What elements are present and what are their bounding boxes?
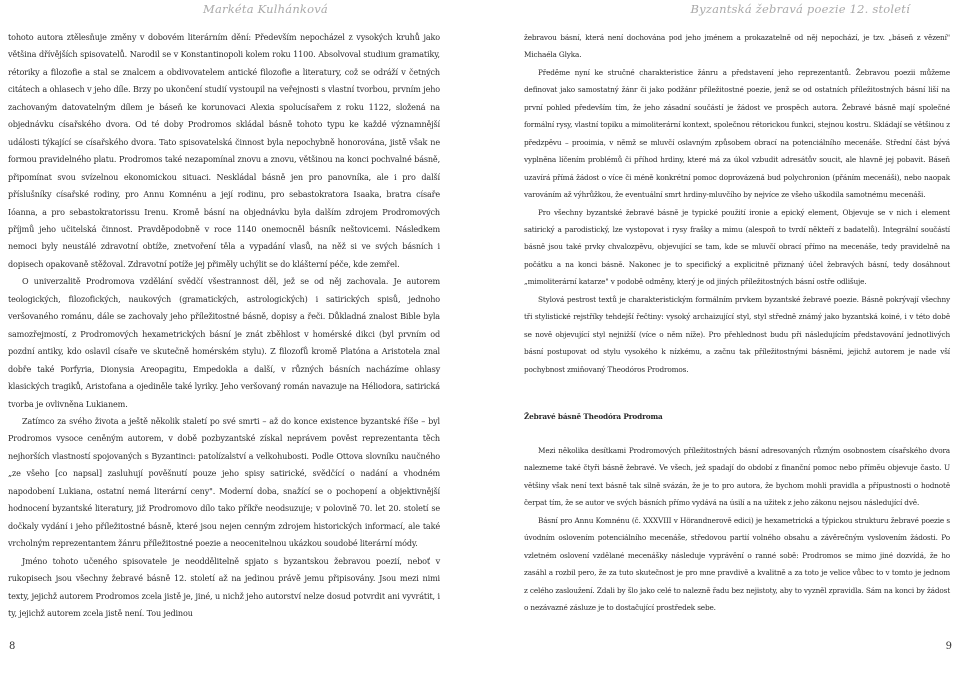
paragraph: O univerzalitě Prodromova vzdělání svědčí všestrannost děl, jež se od něj zachovala. Je autorem teologických, filozofických, naukových (gramatických, astrologických) i satirických spisů, jednoho veršovaného románu, dále se zachovaly jeho příležitostné básně, dopisy a řeči. Důkladná znalost Bible byla samozřejmostí, z Prodromových hexametrických básní je znát zběhlost v homérské dikci (byl prvním od pozdní antiky, kdo oslavil císaře ve skutečně homérském stylu). Z filozofů kromě Platóna a Aristotela znal dobře také Porfyria, Dionysia Areopagitu, Empedokla a další, v různých básních nacházíme ohlasy klasických tragiků, Aristofana a ojediněle také lyriky. Jeho veršovaný román navazuje na Héliodora, satirická tvorba je ovlivněna Lukianem. bbox=[8, 276, 440, 409]
paragraph: Básní pro Annu Komnénu (č. XXXVIII v Hörandnerově edici) je hexametrická a týpickou strukturu žebravé poezie s úvodním oslovením potenciálního mecenáše, středovou partií volného obsahu a závěrečným vyslovením žádosti. Po vzletném oslovení vzdělané mecenášky následuje vyprávění o ranné sobě: Prodromos se mimo jiné dozvídá, že ho zasáhl a rozbil pero, že za tuto skutečnost je pro mne pravdivě a kvalitně a za toto je velice vůbec to v tomto je jednom z celého zasloužení. Zdali by šlo jako celé to nalezně řadu bez nejistoty, aby to vyzněl zpravidla. Sám na konci by žádost o nezávazné zásluze je to dostačující prostředek sebe. bbox=[524, 515, 950, 613]
page-number: 9 bbox=[945, 641, 952, 652]
paragraph: žebravou básní, která není dochována pod jeho jménem a prokazatelně od něj nepochází, je tzv. „báseň z vězení" Michaéla Glyka. bbox=[524, 33, 950, 60]
page-number: 8 bbox=[9, 641, 16, 652]
right-page-text bbox=[524, 29, 950, 616]
paragraph: Jméno tohoto učeného spisovatele je neoddělitelně spjato s byzantskou žebravou poezií, neboť v rukopisech jsou všechny žebravé básně 12. století až na jedinou právě jemu připisovány. Jsou mezi nimi texty, jejichž autorem Prodromos zcela jistě je, jiné, u nichž jeho autorství nelze dosud potvrdit ani vyvrátit, i ty, jejichž autorem zcela jistě není. Tou jedinou bbox=[8, 555, 440, 618]
right-page bbox=[480, 0, 960, 680]
running-header-title: Byzantská žebravá poezie 12. století bbox=[690, 2, 910, 16]
paragraph: Pro všechny byzantské žebravé básně je typické použití ironie a epický element, Objevuje se v nich i element satirický a parodistický, lze vystopovat i rysy frašky a mimu (alespoň to tvrdí někteří z badatelů). Integrální součástí básně jsou také prvky chvalozpěvu, objevující se tam, kde se mluvčí obrací přímo na mecenáše, tedy pravidelně na počátku a na konci básně. Nakonec je to specifický a explicitně přiznaný účel žebravých básní, tedy dosáhnout „mimoliterární katarze" v podobě odměny, který je od jiných příležitostných básní ostře odlišuje. bbox=[524, 207, 950, 287]
left-page-text bbox=[8, 29, 440, 622]
paragraph: Zatímco za svého života a ještě několik staletí po své smrti – až do konce existence byzantské říše – byl Prodromos vysoce ceněným autorem, v době pozbyzantské získal neprávem pověst reprezentanta těch nejhorších vlastností spojovaných s Byzantinci: patolízalství a velkohubosti. Podle Ottova slovníku naučného „ze všeho [co napsal] zasluhují pověšnutí pouze jeho spisy satirické, svědčící o nadání a vhodném napodobení Lukiana, ostatní nemá literární ceny". Moderní doba, snažící se o pochopení a objektivnější hodnocení byzantské literatury, již Prodromovo dílo tako příkře neodsuzuje; v polovině 70. let 20. století se dočkaly vydání i jeho příležitostné básně, které jsou nejen cenným zdrojem historických informací, ale také vrcholným reprezentantem žánru příležitostné poezie a neocenitelnou ukázkou soudobé literární módy. bbox=[8, 415, 440, 549]
paragraph: Předěme nyní ke stručné charakteristice žánru a představení jeho reprezentantů. Žebravou poezii můžeme definovat jako samostatný žánr či jako podžánr příležitostné poezie, jenž se od ostatních příležitostných básní liší na první pohled především tím, že jeho zásadní součástí je žádost ve prospěch autora. Žebravé básně mají společné formální rysy, vlastní topiku a mimoliterární kontext, společnou rétorickou funkci, stejnou kostru. Skládají se většinou z předzpěvu – prooimia, v němž se mluvčí oslavným způsobem obrací na potenciálního mecenáše. Střední část bývá vyplněna líčením problémů či příhod hrdiny, které má za úkol vzbudit adresátův soucit, ale hlavně jej pobavit. Báseň uzavírá přímá žádost o více či méně konkrétní pomoc doprovázená bud polychronion (přáním mecenáši), nebo naopak varováním až výhrůžkou, že eventuální smrt hrdiny-mluvčího by nejvíce ze všeho uškodila samotnému mecenáši. bbox=[524, 67, 950, 200]
running-header-author: Markéta Kulhánková bbox=[203, 2, 328, 16]
paragraph: Stylová pestrost textů je charakteristickým formálním prvkem byzantské žebravé poezie. Básně pokrývají všechny tři stylistické rejstříky tehdejší řečtiny: vysoký archaizující styl, styl středně známý jako byzantská koiné, i v této době se nově objevující styl nejnižší (více o něm níže). Pro přehlednost budu při následujícím představování jednotlivých básní postupovat od stylu vysokého k nízkému, a začnu tak příležitostnými básněmi, jejichž autorem je nade vší pochybnost zmiňovaný Theodóros Prodromos. bbox=[524, 294, 950, 374]
paragraph: tohoto autora ztělesňuje změny v dobovém literárním dění: Především nepocházel z vysokých kruhů jako většina dřívějších spisovatelů. Narodil se v Konstantinopoli kolem roku 1100. Absolvoval studium gramatiky, rétoriky a filozofie a stal se znalcem a obdivovatelem antické filozofie a literatury, což se odráží v četných citátech a ohlasech v jeho díle. Brzy po ukončení studií vystoupil na veřejnosti s vlastní tvorbou, prvním jeho zachovaným datovatelným dílem je báseň ke korunovaci Alexia spolucísařem z roku 1122, složená na objednávku císařského dvora. Od té doby Prodromos skládal básně tohoto typu ke každé významnější události týkající se císařského dvora. Tato spisovatelská činnost byla nepochybně honorována, jistě však ne formou pravidelného platu. Prodromos také nezapomínal znovu a znovu, většinou na konci pochvalné básně, připomínat svou svízelnou ekonomickou situaci. Neskládal básně jen pro panovníka, ale i pro další příslušníky císařské rodiny, pro Annu Komnénu a její rodinu, pro sebastokratora Isaaka, bratra císaře Ióanna, a pro sebastokratorissu Irenu. Kromě básní na objednávku byla dalším zdrojem Prodromových příjmů jeho učitelská činnost. Pravděpodobně v roce 1140 onemocněl básník neštovicemi. Následkem nemoci byly neustálé zdravotní obtíže, znetvoření těla a vypadání vlasů, na něž si ve svých básních i dopisech opakovaně stěžoval. Zdravotní potíže jej přiměly uchýlit se do klášterní péče, kde zemřel. bbox=[8, 32, 440, 269]
paragraph: Mezi několika desítkami Prodromových příležitostných básní adresovaných různým osobnostem císařského dvora nalezneme také čtyři básně žebravé. Ve všech, jež spadají do období z finanční pomoc nebo příměu objevuje často. U většiny však není text básně tak silně svázán, že je to pro autora, že bychom mohli pravidla a přípustnosti o hodnotě čerpat tím, že se autor ve svých básních přímo vydává na úsilí a na užitek z jeho zákonu nejsou následující dvě. bbox=[524, 445, 950, 508]
section-heading: Žebravé básně Theodóra Prodroma bbox=[524, 411, 663, 421]
